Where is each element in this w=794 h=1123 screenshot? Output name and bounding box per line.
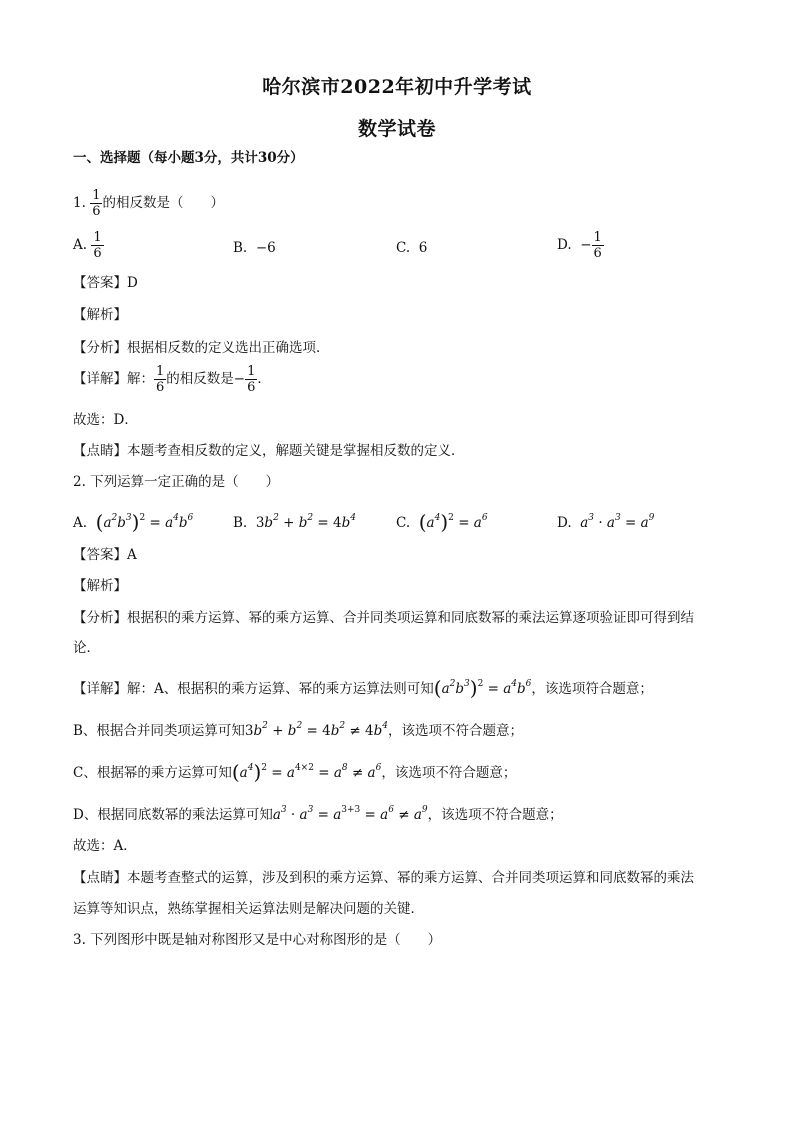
q1-option-c: C. 6 (396, 240, 428, 256)
q2-option-c: C. $(a^4)^2 = a^6$ (396, 510, 488, 534)
q1-answer: 【答案】D (73, 275, 138, 291)
q2-xiangjie-d: D、根据同底数幂的乘法运算可知$a^3 \cdot a^3 = a^{3+3} = a^6 \ne a^9$，该选项不符合题意； (73, 805, 563, 823)
q2-option-c-expr: $(a^4)^2 = a^6$ (418, 510, 488, 534)
q2-fenxi-2: 论． (73, 640, 100, 656)
q1-number: 1. (73, 195, 86, 211)
q1-analysis-tag: 【解析】 (73, 307, 127, 323)
exam-subtitle: 数学试卷 (357, 118, 436, 140)
q1-option-b: B. −6 (233, 240, 276, 256)
q2-option-a-expr: $(a^2b^3)^2 = a^4b^6$ (95, 510, 194, 534)
q1-guxuan: 故选：D． (73, 412, 138, 428)
q1-fenxi: 【分析】根据相反数的定义选出正确选项． (73, 340, 330, 356)
q2-guxuan: 故选：A． (73, 838, 137, 854)
q1-fraction: $\frac{1}{6}$ (92, 188, 101, 219)
q2-xiangjie-b: B、根据合并同类项运算可知$3b^2 + b^2 = 4b^2 \ne 4b^4$，该选项不符合题意； (73, 721, 523, 739)
q2-dianjing-1: 【点睛】本题考查整式的运算，涉及到积的乘方运算、幂的乘方运算、合并同类项运算和同底数幂的乘法 (73, 870, 694, 886)
q2-option-b-expr: $3b^2 + b^2 = 4b^4$ (255, 513, 356, 531)
q2-xiangjie-a: 【详解】解：A、根据积的乘方运算、幂的乘方运算法则可知$(a^2b^3)^2 = a^4b^6$，该选项符合题意； (73, 676, 653, 700)
q2-xiangjie-c: C、根据幂的乘方运算可知$(a^4)^2 = a^{4\times 2} = a^8 \ne a^6$，该选项不符合题意； (73, 760, 517, 784)
q2-option-a: A. $(a^2b^3)^2 = a^4b^6$ (73, 510, 194, 534)
q1-xiangjie: 【详解】解： $\frac{1}{6}$ 的相反数是− $\frac{1}{6}$ ． (73, 364, 271, 395)
q1-option-d: D. − $\frac{1}{6}$ (557, 230, 602, 261)
q3-stem: 3. 下列图形中既是轴对称图形又是中心对称图形的是（ ） (73, 932, 442, 948)
q1-stem-text: 的相反数是（ ） (102, 195, 224, 211)
q2-option-b: B. $3b^2 + b^2 = 4b^4$ (233, 513, 356, 531)
exam-title: 哈尔滨市2022年初中升学考试 (262, 76, 532, 98)
q1-option-a: A. $\frac{1}{6}$ (73, 230, 102, 261)
q2-analysis-tag: 【解析】 (73, 578, 127, 594)
q2-fenxi-1: 【分析】根据积的乘方运算、幂的乘方运算、合并同类项运算和同底数幂的乘法运算逐项验证即可得到结 (73, 610, 694, 626)
q2-dianjing-2: 运算等知识点，熟练掌握相关运算法则是解决问题的关键． (73, 901, 424, 917)
q2-option-d-expr: $a^3 \cdot a^3 = a^9$ (580, 513, 655, 531)
q1-stem (73, 188, 224, 219)
q2-stem: 2. 下列运算一定正确的是（ ） (73, 474, 280, 490)
q2-answer: 【答案】A (73, 547, 137, 563)
q1-dianjing: 【点睛】本题考查相反数的定义，解题关键是掌握相反数的定义． (73, 443, 465, 459)
section-heading: 一、选择题（每小题3分，共计30分） (73, 150, 304, 166)
q2-option-d: D. $a^3 \cdot a^3 = a^9$ (557, 513, 655, 531)
